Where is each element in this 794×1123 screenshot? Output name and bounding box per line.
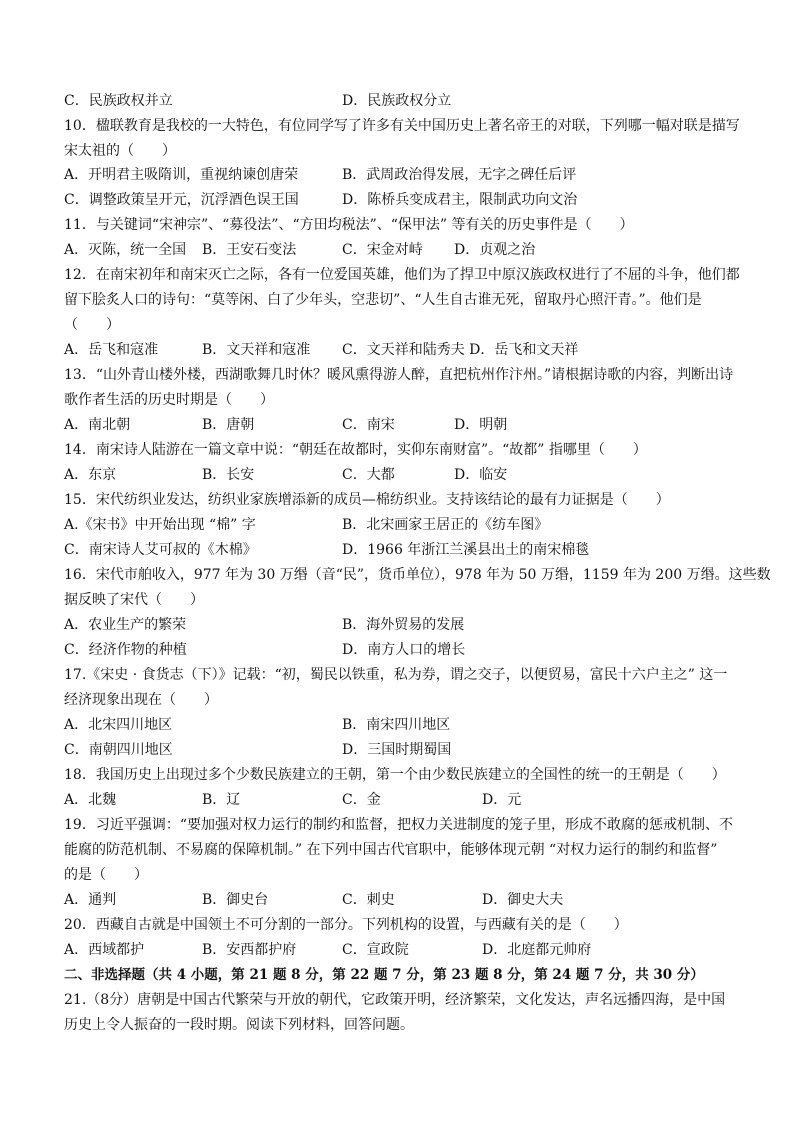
q13-option-c: C．南宋 — [342, 417, 395, 433]
q16-stem-line1: 16．宋代市舶收入，977 年为 30 万缗（音“民”，货币单位），978 年为 50 万缗，1159 年为 200 万缗。这些数 — [64, 567, 771, 583]
q19-option-d: D．御史大夫 — [482, 892, 564, 908]
q13-option-d: D．明朝 — [454, 417, 508, 433]
q11-option-d: D．贞观之治 — [454, 242, 536, 258]
q16-option-d: D．南方人口的增长 — [342, 642, 466, 658]
q19-stem-line1: 19．习近平强调：“要加强对权力运行的制约和监督，把权力关进制度的笼子里，形成不敢腐的惩戒机制、不 — [64, 817, 733, 833]
q18-option-c: C．金 — [342, 792, 381, 808]
q19-stem-line3: 的是（ ） — [64, 867, 148, 883]
q10-option-a: A．开明君主吸隋训，重视纳谏创唐荣 — [64, 167, 299, 183]
q20-option-c: C．宣政院 — [342, 942, 409, 958]
q10-option-d: D．陈桥兵变成君主，限制武功向文治 — [342, 192, 578, 208]
q15-option-c: C．南宋诗人艾可叔的《木棉》 — [64, 542, 257, 558]
q14-option-c: C．大都 — [342, 467, 395, 483]
q18-stem: 18．我国历史上出现过多个少数民族建立的王朝，第一个由少数民族建立的全国性的统一的王朝是（ ） — [64, 767, 726, 783]
q15-option-d: D．1966 年浙江兰溪县出土的南宋棉毯 — [342, 542, 590, 558]
q21-stem-line1: 21.（8分）唐朝是中国古代繁荣与开放的朝代，它政策开明，经济繁荣，文化发达，声名远播四海，是中国 — [64, 992, 726, 1008]
q18-option-b: B．辽 — [202, 792, 241, 808]
q11-option-a: A．灭陈，统一全国 — [64, 242, 187, 258]
q14-option-d: D．临安 — [454, 467, 508, 483]
q10-option-b: B．武周政治得发展，无字之碑任后评 — [342, 167, 577, 183]
q11-option-b: B．王安石变法 — [202, 242, 297, 258]
q20-option-a: A．西域都护 — [64, 942, 145, 958]
q14-option-b: B．长安 — [202, 467, 255, 483]
q17-stem-line1: 17.《宋史 · 食货志（下）》记载：“初，蜀民以铁重，私为券，谓之交子，以便贸易，富民十六户主之” 这一 — [64, 667, 728, 683]
q19-option-a: A．通判 — [64, 892, 117, 908]
q19-stem-line2: 能腐的防范机制、不易腐的保障机制。” 在下列中国古代官职中，能够体现元朝 “对权力运行的制约和监督” — [64, 842, 718, 858]
q17-option-b: B．南宋四川地区 — [342, 717, 451, 733]
q13-option-b: B．唐朝 — [202, 417, 255, 433]
q10-option-c: C．调整政策呈开元，沉浮酒色误王国 — [64, 192, 299, 208]
q16-option-b: B．海外贸易的发展 — [342, 617, 465, 633]
q15-option-b: B．北宋画家王居正的《纺车图》 — [342, 517, 549, 533]
q15-stem: 15．宋代纺织业发达，纺织业家族增添新的成员—棉纺织业。支持该结论的最有力证据是（ ） — [64, 492, 670, 508]
q12-option-b: B．文天祥和寇准 — [202, 342, 311, 358]
q12-option-cd: C．文天祥和陆秀夫 D．岳飞和文天祥 — [342, 342, 579, 358]
q18-option-a: A．北魏 — [64, 792, 117, 808]
q17-option-a: A．北宋四川地区 — [64, 717, 173, 733]
q12-option-a: A．岳飞和寇准 — [64, 342, 159, 358]
q17-option-c: C．南朝四川地区 — [64, 742, 173, 758]
q20-option-b: B．安西都护府 — [202, 942, 297, 958]
q21-stem-line2: 历史上令人振奋的一段时期。阅读下列材料，回答问题。 — [64, 1017, 414, 1033]
q12-stem-line2: 留下脍炙人口的诗句：“莫等闲、白了少年头，空悲切”、“人生自古谁无死，留取丹心照汗青。”。他们是 — [64, 292, 702, 308]
q17-stem-line2: 经济现象出现在（ ） — [64, 692, 218, 708]
q13-stem-line2: 歌作者生活的历史时期是（ ） — [64, 392, 274, 408]
q12-stem-line1: 12．在南宋初年和南宋灭亡之际，各有一位爱国英雄，他们为了捍卫中原汉族政权进行了不屈的斗争，他们都 — [64, 267, 740, 283]
q10-stem-line1: 10．楹联教育是我校的一大特色，有位同学写了许多有关中国历史上著名帝王的对联，下列哪一幅对联是描写 — [64, 118, 740, 134]
q16-option-a: A．农业生产的繁荣 — [64, 617, 187, 633]
q19-option-c: C．刺史 — [342, 892, 395, 908]
section2-heading: 二、非选择题（共 4 小题，第 21 题 8 分，第 22 题 7 分，第 23 题 8 分，第 24 题 7 分，共 30 分） — [64, 967, 704, 983]
q14-option-a: A．东京 — [64, 467, 117, 483]
q18-option-d: D．元 — [482, 792, 522, 808]
q20-stem: 20．西藏自古就是中国领土不可分割的一部分。下列机构的设置，与西藏有关的是（ ） — [64, 917, 628, 933]
q12-stem-line3: （ ） — [64, 317, 120, 333]
q14-stem: 14．南宋诗人陆游在一篇文章中说：“朝廷在故都时，实仰东南财富”。“故都” 指哪里（ ） — [64, 442, 647, 458]
q10-stem-line2: 宋太祖的（ ） — [64, 143, 176, 159]
q11-option-c: C．宋金对峙 — [342, 242, 423, 258]
q17-option-d: D．三国时期蜀国 — [342, 742, 452, 758]
q9-option-d: D．民族政权分立 — [342, 93, 452, 109]
q11-stem: 11．与关键词“宋神宗”、“募役法”、“方田均税法”、“保甲法” 等有关的历史事件是（ ） — [64, 217, 634, 233]
q16-stem-line2: 据反映了宋代（ ） — [64, 592, 204, 608]
q13-stem-line1: 13．“山外青山楼外楼，西湖歌舞几时休？暖风熏得游人醉，直把杭州作汴州。”请根据诗歌的内容，判断出诗 — [64, 367, 734, 383]
q9-option-c: C．民族政权并立 — [64, 93, 173, 109]
q15-option-a: A.《宋书》中开始出现 “棉” 字 — [64, 517, 256, 533]
q20-option-d: D．北庭都元帅府 — [482, 942, 592, 958]
q16-option-c: C．经济作物的种植 — [64, 642, 187, 658]
q19-option-b: B．御史台 — [202, 892, 269, 908]
q13-option-a: A．南北朝 — [64, 417, 131, 433]
